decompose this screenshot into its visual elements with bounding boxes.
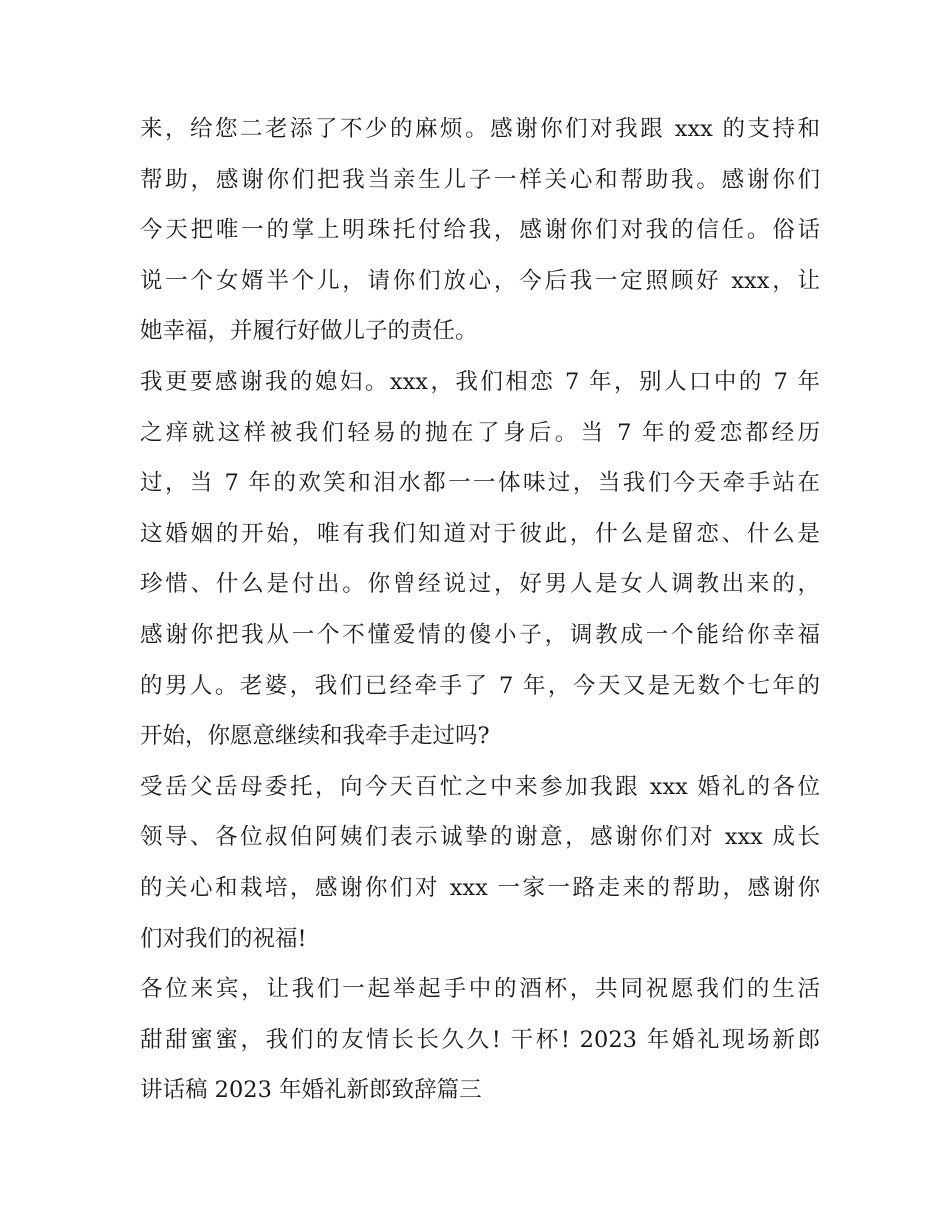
text-line: 我更要感谢我的媳妇。xxx，我们相恋 7 年，别人口中的 7 年 xyxy=(140,368,820,395)
paragraph-thanks-wife xyxy=(140,357,820,762)
text-line: 珍惜、什么是付出。你曾经说过，好男人是女人调教出来的， xyxy=(140,571,820,598)
paragraph-toast xyxy=(140,964,820,1116)
paragraph-thanks-guests xyxy=(140,762,820,964)
text-line: 来，给您二老添了不少的麻烦。感谢你们对我跟 xxx 的支持和 xyxy=(140,116,820,142)
paragraph-thanks-parents xyxy=(140,104,820,357)
document-body xyxy=(140,104,820,1116)
text-line: 各位来宾，让我们一起举起手中的酒杯，共同祝愿我们的生活 xyxy=(140,976,820,1003)
text-line: 今天把唯一的掌上明珠托付给我，感谢你们对我的信任。俗话 xyxy=(140,217,820,244)
text-line: 受岳父岳母委托，向今天百忙之中来参加我跟 xxx 婚礼的各位 xyxy=(140,773,820,800)
text-line: 的男人。老婆，我们已经牵手了 7 年，今天又是无数个七年的 xyxy=(140,672,820,699)
text-line: 之痒就这样被我们轻易的抛在了身后。当 7 年的爱恋都经历 xyxy=(140,419,820,446)
text-line: 的关心和栽培，感谢你们对 xxx 一家一路走来的帮助，感谢你 xyxy=(140,874,820,901)
text-line: 讲话稿 2023 年婚礼新郎致辞篇三 xyxy=(140,1077,482,1104)
text-line: 说一个女婿半个儿，请你们放心，今后我一定照顾好 xxx，让 xyxy=(140,267,820,294)
text-line: 她幸福，并履行好做儿子的责任。 xyxy=(140,318,478,345)
text-line: 这婚姻的开始，唯有我们知道对于彼此，什么是留恋、什么是 xyxy=(140,520,820,547)
text-line: 们对我们的祝福! xyxy=(140,925,307,952)
text-line: 帮助，感谢你们把我当亲生儿子一样关心和帮助我。感谢你们 xyxy=(140,166,820,193)
text-line: 过，当 7 年的欢笑和泪水都一一体味过，当我们今天牵手站在 xyxy=(140,470,820,497)
text-line: 开始，你愿意继续和我牵手走过吗? xyxy=(140,723,490,750)
text-line: 感谢你把我从一个不懂爱情的傻小子，调教成一个能给你幸福 xyxy=(140,621,820,648)
text-line: 领导、各位叔伯阿姨们表示诚挚的谢意，感谢你们对 xxx 成长 xyxy=(140,824,820,851)
text-line: 甜甜蜜蜜，我们的友情长长久久! 干杯! 2023 年婚礼现场新郎 xyxy=(140,1026,820,1053)
